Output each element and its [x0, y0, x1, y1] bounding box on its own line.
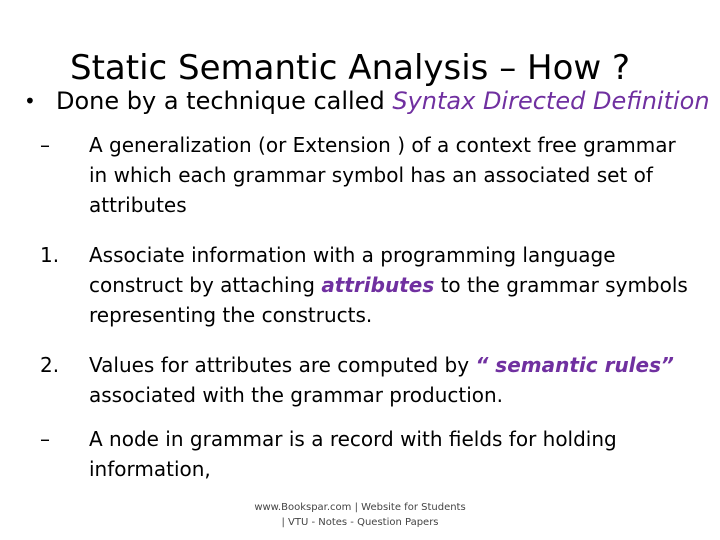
footer-line-1: www.Bookspar.com | Website for Students	[254, 502, 466, 513]
main-bullet	[56, 84, 710, 118]
item-2-line-1: Associate information with a programming language	[89, 243, 616, 267]
footer	[250, 500, 470, 530]
item-1-line-3: attributes	[89, 193, 187, 217]
item-2-marker: 1.	[40, 243, 60, 267]
item-2-line-3: representing the constructs.	[89, 303, 373, 327]
slide-title: Static Semantic Analysis – How ?	[70, 48, 631, 88]
semantic-rules-highlight: “ semantic rules”	[475, 353, 674, 377]
item-3-line-1	[89, 350, 709, 380]
item-2-text	[89, 240, 709, 330]
item-4-marker: –	[40, 427, 50, 451]
attributes-highlight: attributes	[321, 273, 435, 297]
main-bullet-highlight: Syntax Directed Definition	[392, 87, 710, 115]
item-3-marker: 2.	[40, 353, 60, 377]
item-2-line-2-pre: construct by attaching	[89, 273, 322, 297]
item-1-text	[89, 130, 709, 220]
item-3-text	[89, 350, 709, 410]
bullet-marker: •	[24, 89, 36, 113]
item-4-line-2: information,	[89, 457, 211, 481]
item-3-line-1-pre: Values for attributes are computed by	[89, 353, 476, 377]
item-1-marker: –	[40, 133, 50, 157]
main-bullet-text: Done by a technique called	[56, 87, 393, 115]
item-1-line-2: in which each grammar symbol has an associated set of	[89, 163, 653, 187]
item-1-line-1: A generalization (or Extension ) of a context free grammar	[89, 133, 676, 157]
item-3-line-2: associated with the grammar production.	[89, 383, 504, 407]
item-2-line-2-post: to the grammar symbols	[434, 273, 688, 297]
item-2-line-2	[89, 270, 709, 300]
footer-line-2: | VTU - Notes - Question Papers	[281, 517, 439, 528]
item-4-line-1: A node in grammar is a record with fields for holding	[89, 427, 617, 451]
item-4-text	[89, 424, 709, 484]
